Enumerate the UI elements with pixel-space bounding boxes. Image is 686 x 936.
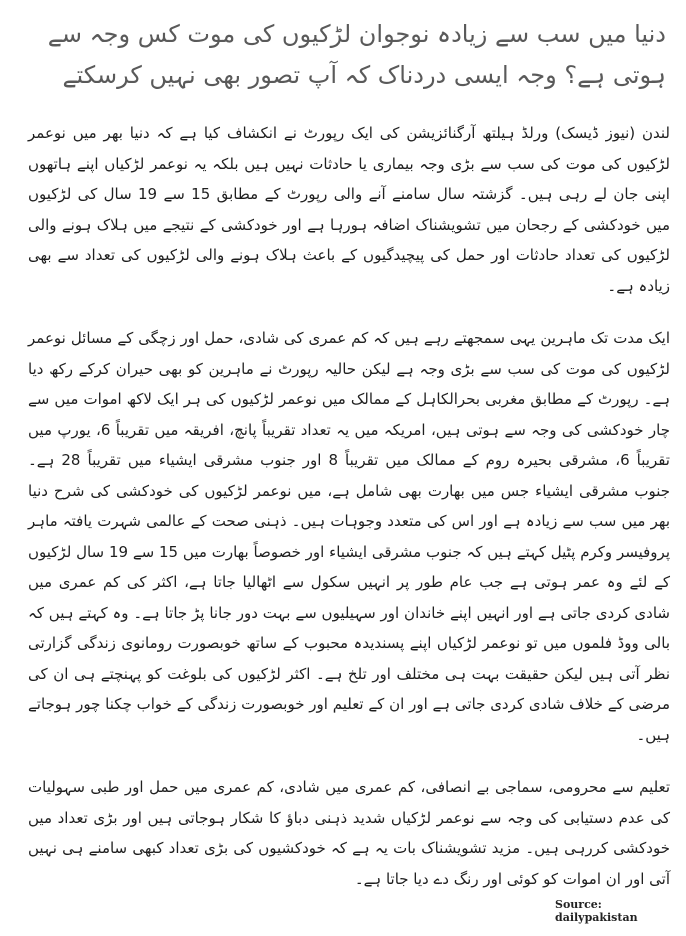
source-credit (555, 898, 686, 924)
article-paragraph-3: تعلیم سے محرومی، سماجی بے انصافی، کم عمری میں شادی، کم عمری میں حمل اور طبی سہولیات کی عدم دستیابی کی وجہ سے نوعمر لڑکیاں شدید ذہنی دباؤ کا شکار ہوجاتی ہیں اور بڑی تعداد میں خودکشی کررہی ہیں۔ مزید تشویشناک بات یہ ہے کہ خودکشیوں کی بڑی تعداد کبھی سامنے ہی نہیں آتی اور ان اموات کو کوئی اور رنگ دے دیا جاتا ہے۔ (28, 778, 670, 888)
article (24, 14, 670, 916)
source-label: Source: (555, 898, 602, 911)
article-paragraph-1: لندن (نیوز ڈیسک) ورلڈ ہیلتھ آرگنائزیشن کی ایک رپورٹ نے انکشاف کیا ہے کہ دنیا بھر میں نوعمر لڑکیوں کی موت کی سب سے بڑی وجہ بیماری یا حادثات نہیں ہیں بلکہ یہ نوعمر لڑکیاں اپنے ہاتھوں اپنی جان لے رہی ہیں۔ گزشتہ سال سامنے آنے والی رپورٹ کے مطابق 15 سے 19 سال کی لڑکیوں میں خودکشی کے رجحان میں تشویشناک اضافہ ہورہا ہے اور خودکشی کے نتیجے میں ہلاک ہونے والی لڑکیوں کی تعداد حادثات اور حمل کی پیچیدگیوں کے باعث ہلاک ہونے والی لڑکیوں کی تعداد سے بھی زیادہ ہے۔ (28, 124, 670, 295)
source-name: dailypakistan (555, 911, 638, 924)
article-headline: دنیا میں سب سے زیادہ نوجوان لڑکیوں کی موت کس وجہ سے ہوتی ہے؟ وجہ ایسی دردناک کہ آپ تصور بھی نہیں کرسکتے (47, 20, 666, 89)
article-paragraph-2: ایک مدت تک ماہرین یہی سمجھتے رہے ہیں کہ کم عمری کی شادی، حمل اور زچگی کے مسائل نوعمر لڑکیوں کی موت کی سب سے بڑی وجہ ہے لیکن حالیہ رپورٹ نے ماہرین کو بھی حیران کرکے رکھ دیا ہے۔ رپورٹ کے مطابق مغربی بحرالکاہل کے ممالک میں نوعمر لڑکیوں کی ہر ایک لاکھ اموات میں سے چار خودکشی کی وجہ سے ہوتی ہیں، امریکہ میں یہ تعداد تقریباً پانچ، افریقہ میں تقریباً 6، یورپ میں تقریباً 6، مشرقی بحیرہ روم کے ممالک میں تقریباً 8 اور جنوب مشرقی ایشیاء میں تقریباً 28 ہے۔ جنوب مشرقی ایشیاء جس میں بھارت بھی شامل ہے، میں نوعمر لڑکیوں کی خودکشی کی شرح دنیا بھر میں سب سے زیادہ ہے اور اس کی متعدد وجوہات ہیں۔ ذہنی صحت کے عالمی شہرت یافتہ ماہر پروفیسر وکرم پٹیل کہتے ہیں کہ جنوب مشرقی ایشیاء اور خصوصاً بھارت میں 15 سے 19 سال لڑکیوں کے لئے وہ عمر ہوتی ہے جب عام طور پر انہیں سکول سے اٹھالیا جاتا ہے، اکثر کی کم عمری میں شادی کردی جاتی ہے اور انہیں اپنے خاندان اور سہیلیوں سے بہت دور جانا پڑ جاتا ہے۔ وہ کہتے ہیں کہ بالی ووڈ فلموں میں تو نوعمر لڑکیاں اپنے پسندیدہ محبوب کے ساتھ خوبصورت رومانوی زندگی گزارتی نظر آتی ہیں لیکن حقیقت بہت ہی مختلف اور تلخ ہے۔ اکثر لڑکیوں کی بلوغت کو پہنچتے ہی ان کی مرضی کے خلاف شادی کردی جاتی ہے اور ان کے تعلیم اور خوبصورت زندگی کے خواب چکنا چور ہوجاتے ہیں۔ (28, 329, 670, 744)
